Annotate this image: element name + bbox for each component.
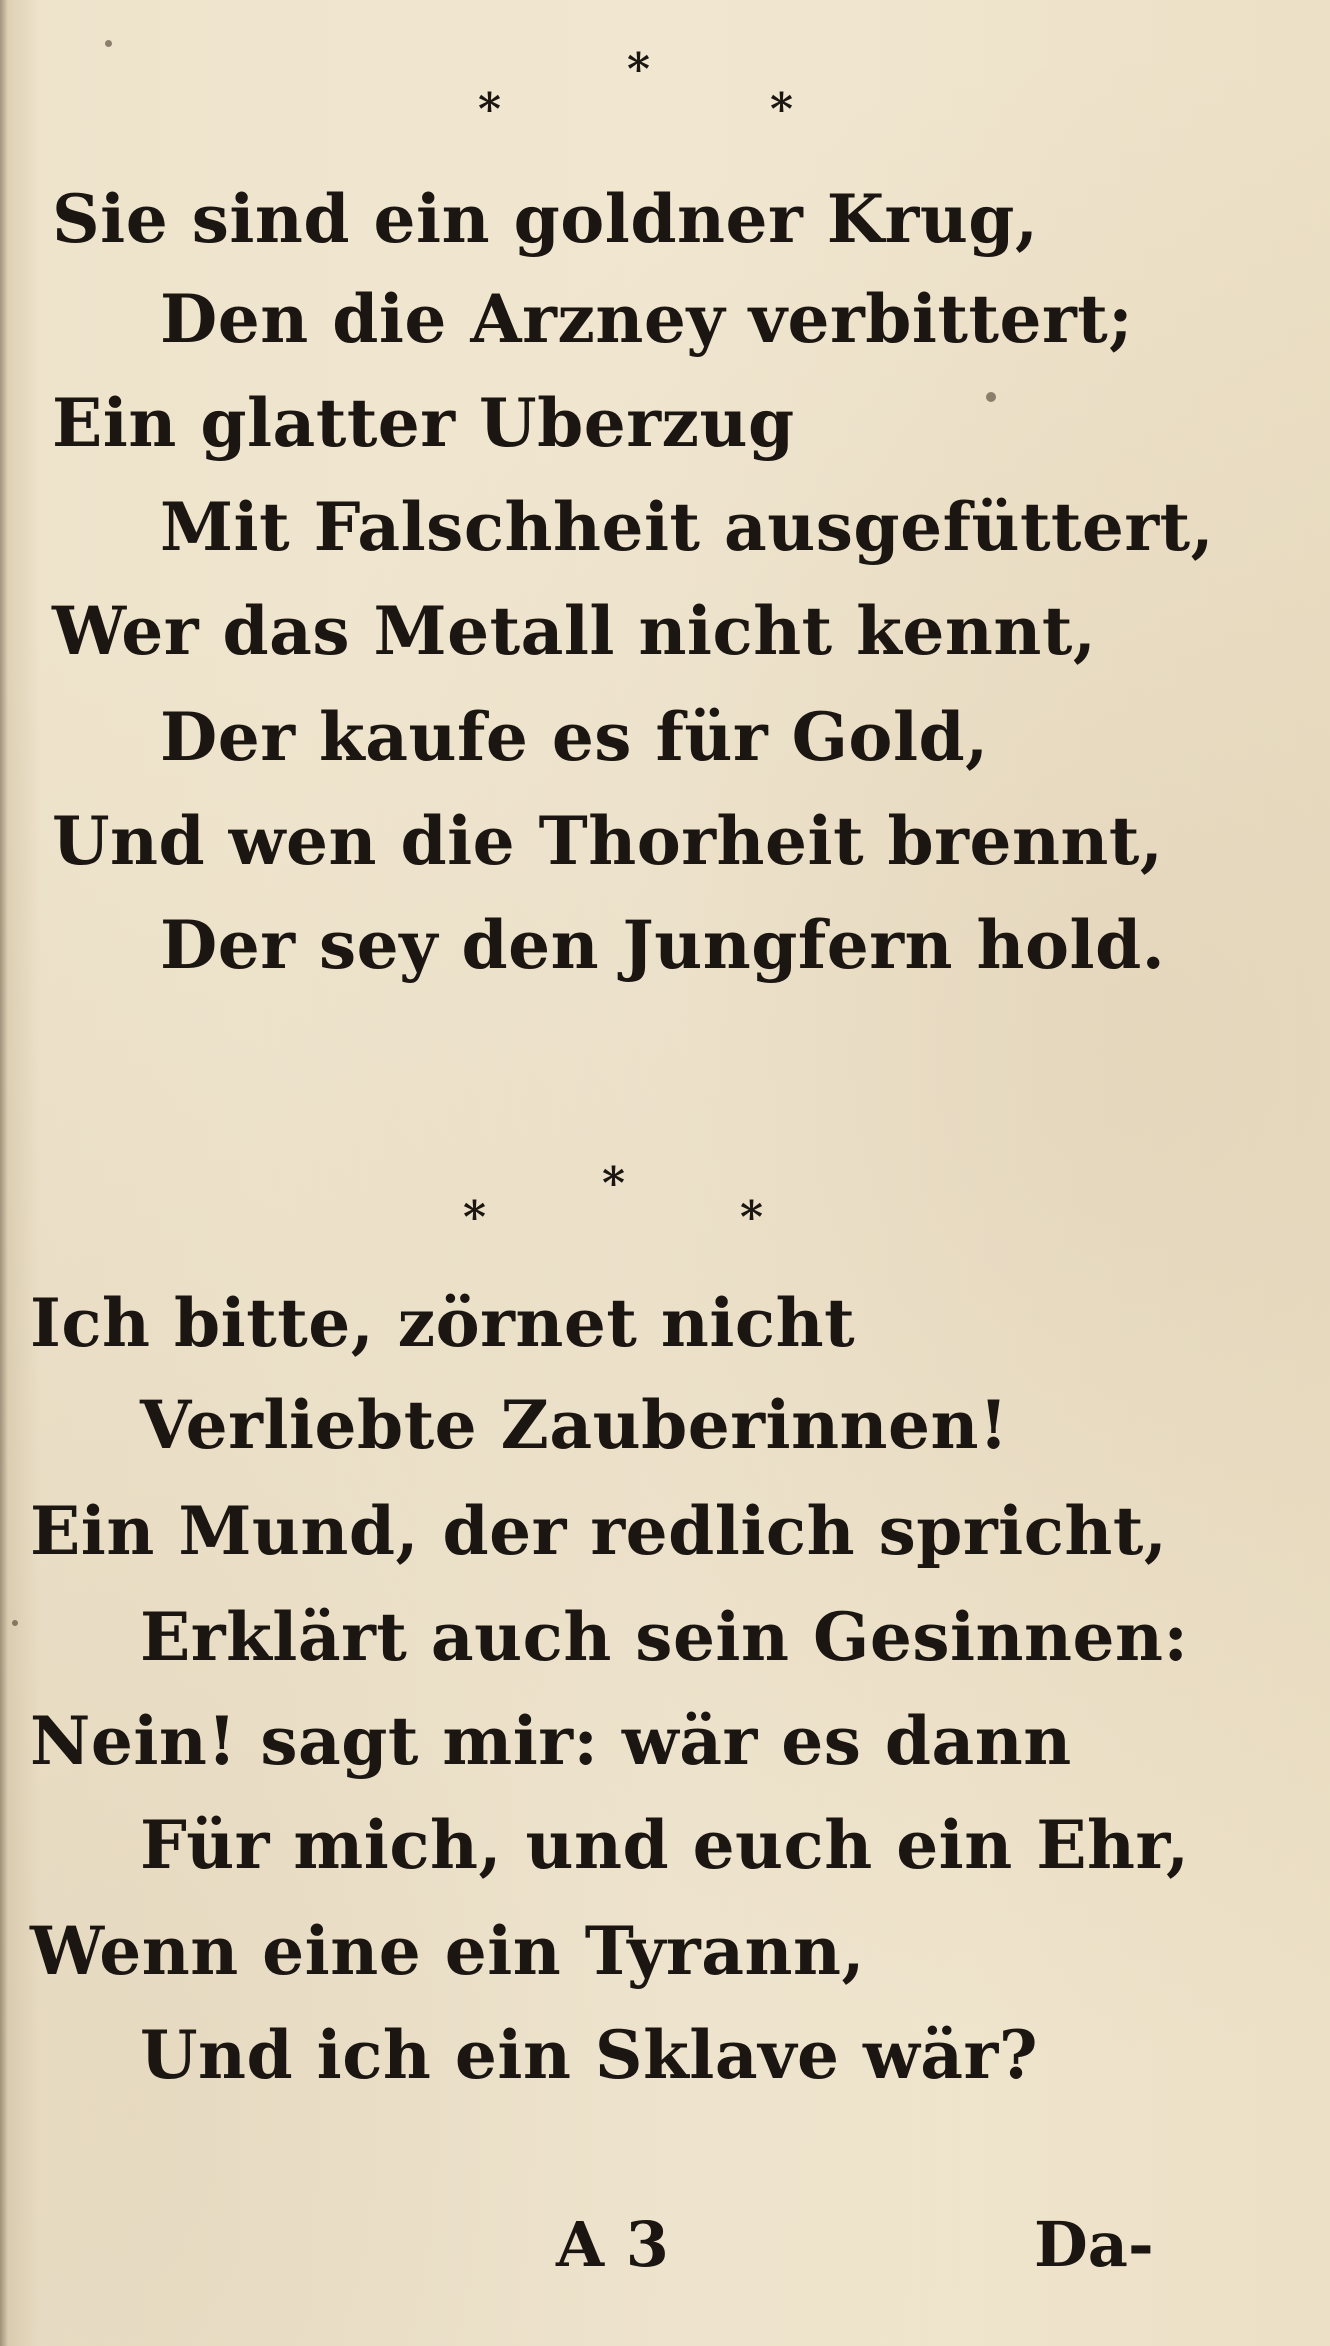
ink-speck — [12, 1620, 18, 1626]
signature-mark: A 3 — [556, 2208, 669, 2281]
page-edge-shadow — [0, 0, 8, 2346]
verse-line: Der sey den Jungfern hold. — [160, 906, 1166, 984]
verse-line: Und ich ein Sklave wär? — [140, 2016, 1038, 2094]
verse-line: Sie sind ein goldner Krug, — [52, 180, 1039, 258]
verse-line: Und wen die Thorheit brennt, — [52, 802, 1164, 880]
verse-line: Ein Mund, der redlich spricht, — [30, 1492, 1168, 1570]
separator-star: * — [478, 84, 502, 135]
verse-line: Der kaufe es für Gold, — [160, 698, 989, 776]
separator-star: * — [740, 1192, 764, 1243]
verse-line: Verliebte Zauberinnen! — [140, 1386, 1009, 1464]
separator-star: * — [463, 1192, 487, 1243]
verse-line: Nein! sagt mir: wär es dann — [30, 1702, 1072, 1780]
verse-line: Ein glatter Uberzug — [52, 384, 795, 462]
separator-star: * — [627, 44, 651, 95]
verse-line: Den die Arzney verbittert; — [160, 280, 1134, 358]
verse-line: Erklärt auch sein Gesinnen: — [140, 1598, 1189, 1676]
ink-speck — [105, 40, 112, 47]
verse-line: Mit Falschheit ausgefüttert, — [160, 488, 1215, 566]
verse-line: Ich bitte, zörnet nicht — [30, 1284, 856, 1362]
verse-line: Wer das Metall nicht kennt, — [52, 592, 1097, 670]
ink-speck — [986, 392, 996, 402]
catchword: Da- — [1034, 2208, 1154, 2281]
verse-line: Wenn eine ein Tyrann, — [30, 1912, 865, 1990]
verse-line: Für mich, und euch ein Ehr, — [140, 1806, 1190, 1884]
separator-star: * — [602, 1158, 626, 1209]
separator-star: * — [770, 84, 794, 135]
